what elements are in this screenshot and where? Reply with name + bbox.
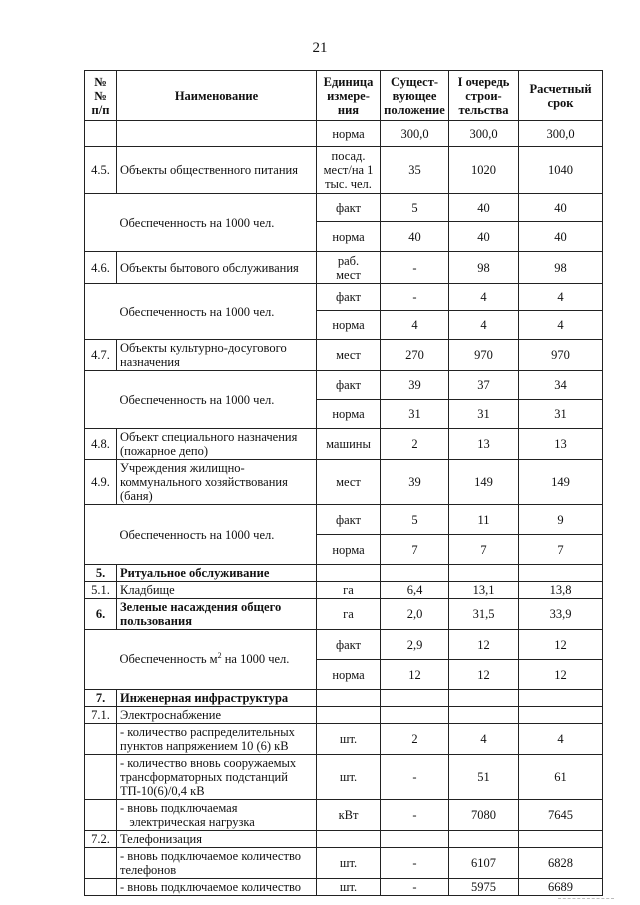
section-row — [85, 599, 603, 630]
cell-existing: 4 — [381, 311, 449, 340]
col-header-name: Наименование — [117, 71, 317, 121]
table-row — [85, 147, 603, 194]
cell-unit: шт. — [317, 879, 381, 896]
cell-existing: 35 — [381, 147, 449, 194]
cell-unit: факт — [317, 505, 381, 535]
col-header-existing: Сущест- вующее положение — [381, 71, 449, 121]
cell-existing: - — [381, 800, 449, 831]
cell-target: 7645 — [519, 800, 603, 831]
cell-first-stage: 13 — [449, 429, 519, 460]
cell-num: 5.1. — [85, 582, 117, 599]
cell-first-stage: 11 — [449, 505, 519, 535]
cell-unit: раб. мест — [317, 252, 381, 284]
cell-num — [85, 724, 117, 755]
cell-existing: 31 — [381, 400, 449, 429]
cell-target: 13 — [519, 429, 603, 460]
cell-name: Учреждения жилищно- коммунального хозяйствования (баня) — [117, 460, 317, 505]
cell-num — [85, 800, 117, 831]
cell-num: 4.8. — [85, 429, 117, 460]
cell-unit: шт. — [317, 755, 381, 800]
cell-name: Объекты бытового обслуживания — [117, 252, 317, 284]
cell-num — [85, 848, 117, 879]
cell-first-stage: 98 — [449, 252, 519, 284]
table-row — [85, 755, 603, 800]
cell-name: Зеленые насаждения общего пользования — [117, 599, 317, 630]
section-row — [85, 690, 603, 707]
cell-unit: кВт — [317, 800, 381, 831]
cell-name: Объект специального назначения (пожарное депо) — [117, 429, 317, 460]
cell-existing: - — [381, 848, 449, 879]
cell-num: 4.5. — [85, 147, 117, 194]
table-row — [85, 429, 603, 460]
cell-num — [85, 505, 117, 565]
cell-target: 9 — [519, 505, 603, 535]
cell-unit — [317, 707, 381, 724]
cell-unit: норма — [317, 222, 381, 252]
cell-existing: 5 — [381, 194, 449, 222]
cell-first-stage: 40 — [449, 194, 519, 222]
cell-first-stage: 7 — [449, 535, 519, 565]
cell-num — [85, 371, 117, 429]
cell-unit: факт — [317, 194, 381, 222]
cell-target: 12 — [519, 630, 603, 660]
table-row — [85, 284, 603, 311]
cell-target: 300,0 — [519, 121, 603, 147]
table-row — [85, 707, 603, 724]
table-row — [85, 582, 603, 599]
cell-first-stage: 13,1 — [449, 582, 519, 599]
cell-existing: 40 — [381, 222, 449, 252]
cell-existing — [381, 565, 449, 582]
cell-first-stage: 7080 — [449, 800, 519, 831]
cell-target: 40 — [519, 194, 603, 222]
cell-target — [519, 707, 603, 724]
table-row — [85, 505, 603, 535]
cell-existing: 7 — [381, 535, 449, 565]
cell-target — [519, 690, 603, 707]
cell-first-stage — [449, 565, 519, 582]
cell-num — [85, 194, 117, 252]
cell-num: 7.2. — [85, 831, 117, 848]
cell-num: 4.6. — [85, 252, 117, 284]
cell-unit: факт — [317, 630, 381, 660]
cell-existing: 270 — [381, 340, 449, 371]
cell-existing: - — [381, 879, 449, 896]
cell-first-stage: 6107 — [449, 848, 519, 879]
cell-existing: - — [381, 284, 449, 311]
cell-name: Электроснабжение — [117, 707, 317, 724]
cell-first-stage — [449, 690, 519, 707]
cell-unit: шт. — [317, 848, 381, 879]
cell-num: 4.7. — [85, 340, 117, 371]
cell-name: Обеспеченность $м^2$ на 1000 чел. — [117, 630, 317, 690]
cell-existing: 39 — [381, 371, 449, 400]
cell-existing: 6,4 — [381, 582, 449, 599]
cell-name: - количество распределительных пунктов напряжением 10 (6) кВ — [117, 724, 317, 755]
table-row — [85, 121, 603, 147]
cell-target: 40 — [519, 222, 603, 252]
cell-first-stage: 1020 — [449, 147, 519, 194]
table-row — [85, 340, 603, 371]
cell-unit: машины — [317, 429, 381, 460]
cell-name — [117, 121, 317, 147]
cell-existing: 2 — [381, 429, 449, 460]
table-row — [85, 800, 603, 831]
cell-unit: норма — [317, 400, 381, 429]
cell-name: Телефонизация — [117, 831, 317, 848]
cell-first-stage: 149 — [449, 460, 519, 505]
cell-num — [85, 755, 117, 800]
cell-num: 7. — [85, 690, 117, 707]
cell-unit: посад. мест/на 1 тыс. чел. — [317, 147, 381, 194]
cell-target: 13,8 — [519, 582, 603, 599]
cell-first-stage: 31,5 — [449, 599, 519, 630]
cell-existing: 300,0 — [381, 121, 449, 147]
cell-unit: факт — [317, 371, 381, 400]
scan-artifact-line — [558, 898, 614, 899]
cell-name: Обеспеченность на 1000 чел. — [117, 371, 317, 429]
cell-first-stage: 5975 — [449, 879, 519, 896]
page-number: 21 — [312, 40, 328, 56]
cell-target: 31 — [519, 400, 603, 429]
cell-name: Объекты общественного питания — [117, 147, 317, 194]
cell-existing: 12 — [381, 660, 449, 690]
table-header-row — [85, 71, 603, 121]
cell-target: 4 — [519, 724, 603, 755]
cell-unit — [317, 565, 381, 582]
cell-first-stage: 300,0 — [449, 121, 519, 147]
cell-target: 6828 — [519, 848, 603, 879]
cell-existing: - — [381, 755, 449, 800]
cell-target: 970 — [519, 340, 603, 371]
cell-existing: 5 — [381, 505, 449, 535]
cell-first-stage: 4 — [449, 284, 519, 311]
cell-unit: факт — [317, 284, 381, 311]
cell-first-stage: 12 — [449, 630, 519, 660]
cell-num — [85, 284, 117, 340]
cell-target: 33,9 — [519, 599, 603, 630]
cell-existing: 2,9 — [381, 630, 449, 660]
cell-unit: мест — [317, 460, 381, 505]
cell-target: 98 — [519, 252, 603, 284]
cell-target: 6689 — [519, 879, 603, 896]
cell-first-stage — [449, 831, 519, 848]
cell-existing — [381, 831, 449, 848]
table-row — [85, 879, 603, 896]
cell-unit: га — [317, 599, 381, 630]
cell-name: Обеспеченность на 1000 чел. — [117, 505, 317, 565]
cell-first-stage — [449, 707, 519, 724]
table-row — [85, 831, 603, 848]
section-row — [85, 565, 603, 582]
col-header-target: Расчетный срок — [519, 71, 603, 121]
cell-name: Объекты культурно-досугового назначения — [117, 340, 317, 371]
cell-target: 4 — [519, 284, 603, 311]
cell-unit: норма — [317, 660, 381, 690]
table-row — [85, 252, 603, 284]
cell-existing — [381, 690, 449, 707]
cell-first-stage: 51 — [449, 755, 519, 800]
cell-unit: норма — [317, 535, 381, 565]
cell-existing: - — [381, 252, 449, 284]
cell-first-stage: 37 — [449, 371, 519, 400]
cell-num: 6. — [85, 599, 117, 630]
cell-num: 7.1. — [85, 707, 117, 724]
cell-name: - вновь подключаемое количество — [117, 879, 317, 896]
cell-target: 12 — [519, 660, 603, 690]
cell-unit: га — [317, 582, 381, 599]
cell-first-stage: 40 — [449, 222, 519, 252]
cell-name: Кладбище — [117, 582, 317, 599]
table-row — [85, 724, 603, 755]
cell-name: - количество вновь сооружаемых трансформаторных подстанций ТП-10(6)/0,4 кВ — [117, 755, 317, 800]
cell-first-stage: 4 — [449, 724, 519, 755]
cell-name: Обеспеченность на 1000 чел. — [117, 194, 317, 252]
cell-target: 4 — [519, 311, 603, 340]
col-header-unit: Единица измере- ния — [317, 71, 381, 121]
cell-num — [85, 879, 117, 896]
cell-target: 7 — [519, 535, 603, 565]
cell-name: Ритуальное обслуживание — [117, 565, 317, 582]
table-row — [85, 371, 603, 400]
cell-existing: 2,0 — [381, 599, 449, 630]
cell-target — [519, 565, 603, 582]
table-row — [85, 194, 603, 222]
cell-num: 4.9. — [85, 460, 117, 505]
table-row — [85, 848, 603, 879]
cell-name: - вновь подключаемая электрическая нагрузка — [117, 800, 317, 831]
col-header-first-stage: I очередь строи- тельства — [449, 71, 519, 121]
cell-first-stage: 12 — [449, 660, 519, 690]
cell-unit — [317, 831, 381, 848]
cell-first-stage: 31 — [449, 400, 519, 429]
data-table — [84, 70, 603, 896]
cell-existing: 2 — [381, 724, 449, 755]
cell-unit: норма — [317, 121, 381, 147]
cell-unit: мест — [317, 340, 381, 371]
cell-num: 5. — [85, 565, 117, 582]
cell-target: 1040 — [519, 147, 603, 194]
cell-existing: 39 — [381, 460, 449, 505]
cell-num — [85, 121, 117, 147]
col-header-num: № № п/п — [85, 71, 117, 121]
cell-unit: шт. — [317, 724, 381, 755]
cell-name: - вновь подключаемое количество телефонов — [117, 848, 317, 879]
table-row — [85, 630, 603, 660]
cell-name: Инженерная инфраструктура — [117, 690, 317, 707]
cell-num — [85, 630, 117, 690]
cell-target: 34 — [519, 371, 603, 400]
cell-unit: норма — [317, 311, 381, 340]
cell-target — [519, 831, 603, 848]
cell-target: 61 — [519, 755, 603, 800]
cell-target: 149 — [519, 460, 603, 505]
cell-first-stage: 970 — [449, 340, 519, 371]
cell-first-stage: 4 — [449, 311, 519, 340]
cell-existing — [381, 707, 449, 724]
cell-unit — [317, 690, 381, 707]
cell-name: Обеспеченность на 1000 чел. — [117, 284, 317, 340]
table-row — [85, 460, 603, 505]
